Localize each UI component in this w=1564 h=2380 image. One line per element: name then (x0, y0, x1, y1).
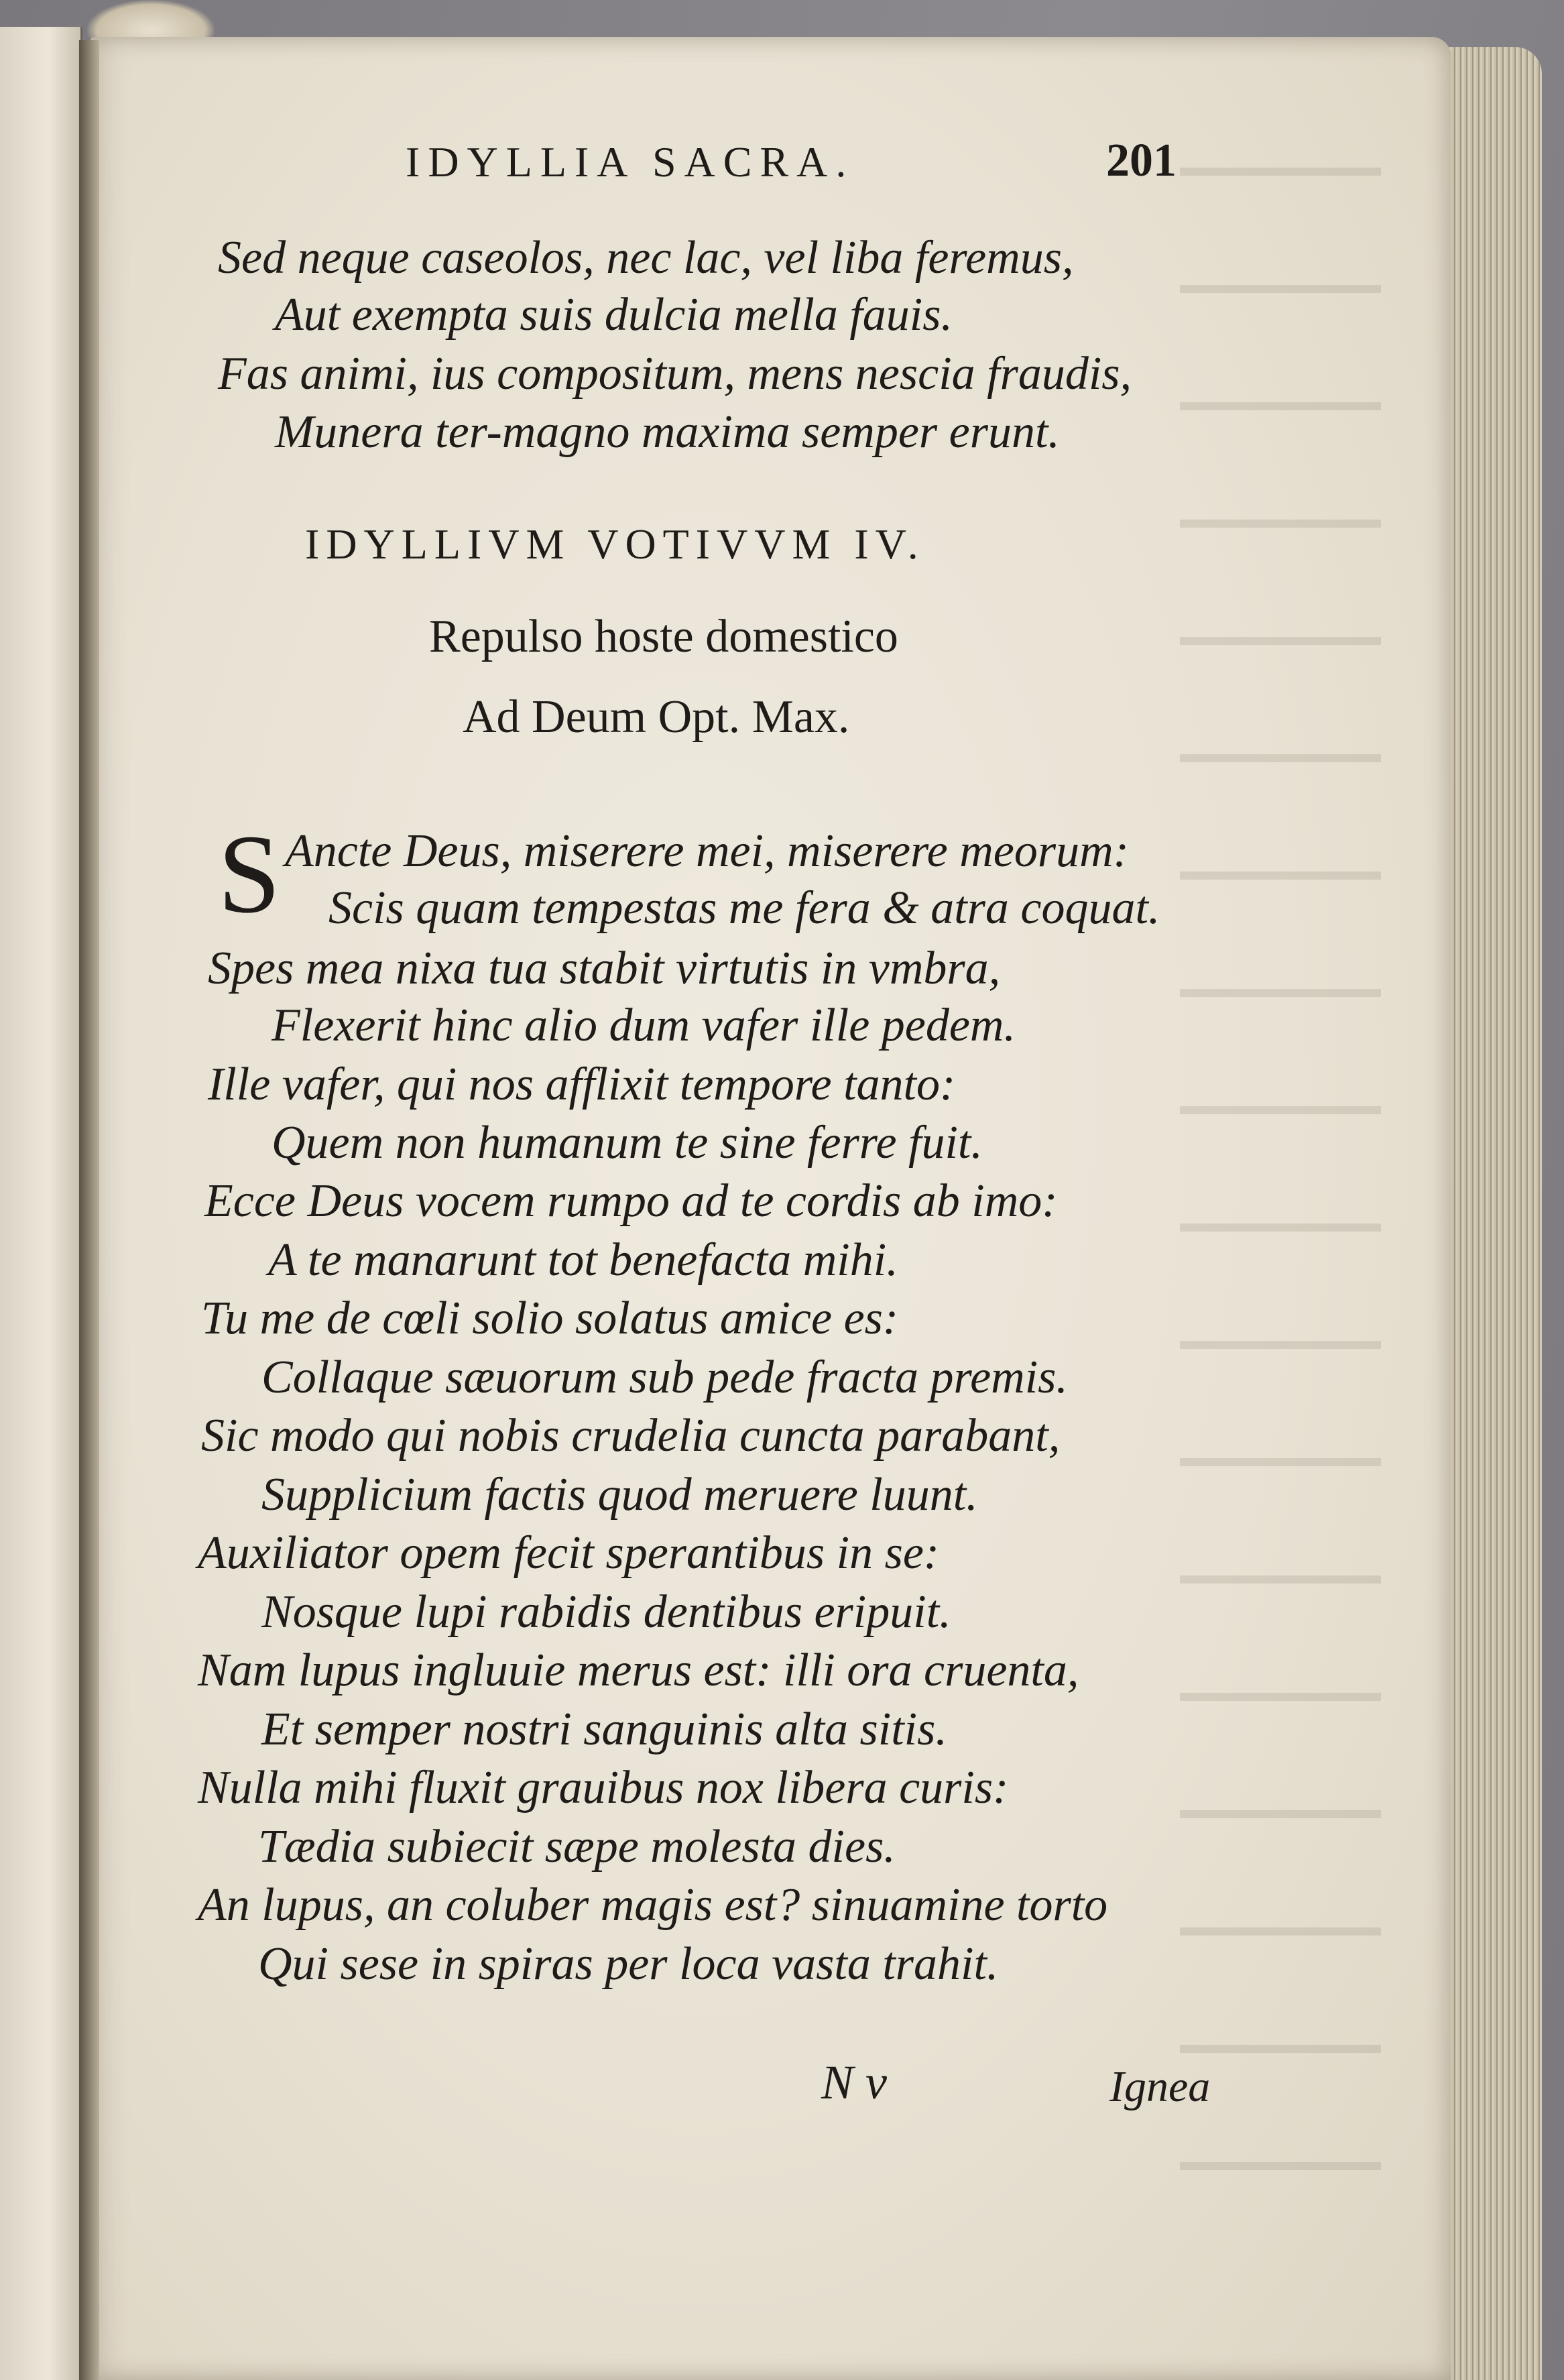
verse-line: Nosque lupi rabidis dentibus eripuit. (261, 1586, 951, 1638)
verse-line: Quem non humanum te sine ferre fuit. (272, 1117, 983, 1169)
drop-cap: S (218, 812, 281, 937)
verse-line: Flexerit hinc alio dum vafer ille pedem. (272, 1000, 1016, 1051)
signature-mark: N v (821, 2056, 887, 2109)
verse-line: A te manarunt tot benefacta mihi. (268, 1234, 898, 1286)
verse-line: Et semper nostri sanguinis alta sitis. (261, 1704, 947, 1755)
catchword: Ignea (1109, 2062, 1211, 2111)
verse-line: Qui sese in spiras per loca vasta trahit. (258, 1938, 999, 1990)
verse-line: Nulla mihi fluxit grauibus nox libera curis: (198, 1762, 1009, 1813)
left-page-edge (0, 27, 82, 2380)
show-through-text (1180, 121, 1381, 2266)
verse-line: Supplicium factis quod meruere luunt. (261, 1469, 978, 1521)
poem-dedication: Ad Deum Opt. Max. (463, 691, 850, 743)
verse-line: Ancte Deus, miserere mei, miserere meorum: (285, 825, 1129, 877)
verse-line: Sic modo qui nobis crudelia cuncta parabant, (201, 1410, 1061, 1462)
poem-subtitle: Repulso hoste domestico (429, 611, 898, 662)
verse-line: Tædia subiecit sæpe molesta dies. (258, 1821, 896, 1872)
verse-line: Nam lupus ingluuie merus est: illi ora cruenta, (198, 1645, 1079, 1696)
verse-line: Sed neque caseolos, nec lac, vel liba feremus, (218, 232, 1074, 284)
verse-line: Aut exempta suis dulcia mella fauis. (275, 289, 953, 341)
verse-line: Spes mea nixa tua stabit virtutis in vmbra, (208, 943, 1001, 994)
verse-line: Tu me de cœli solio solatus amice es: (201, 1293, 899, 1344)
running-head: IDYLLIA SACRA. (406, 138, 855, 186)
gutter-shadow (79, 40, 99, 2380)
verse-line: Fas animi, ius compositum, mens nescia fraudis, (218, 348, 1132, 400)
verse-line: Scis quam tempestas me fera & atra coquat. (328, 882, 1160, 934)
verse-line: Collaque sæuorum sub pede fracta premis. (261, 1352, 1068, 1403)
page-number: 201 (1106, 135, 1177, 186)
verse-line: Munera ter-magno maxima semper erunt. (275, 406, 1060, 458)
verse-line: An lupus, an coluber magis est? sinuamine torto (198, 1879, 1108, 1931)
verse-line: Auxiliator opem fecit sperantibus in se: (198, 1527, 940, 1579)
verse-line: Ecce Deus vocem rumpo ad te cordis ab imo: (204, 1175, 1058, 1227)
verse-line: Ille vafer, qui nos afflixit tempore tanto: (208, 1059, 956, 1110)
poem-title: IDYLLIVM VOTIVVM IV. (305, 520, 925, 568)
